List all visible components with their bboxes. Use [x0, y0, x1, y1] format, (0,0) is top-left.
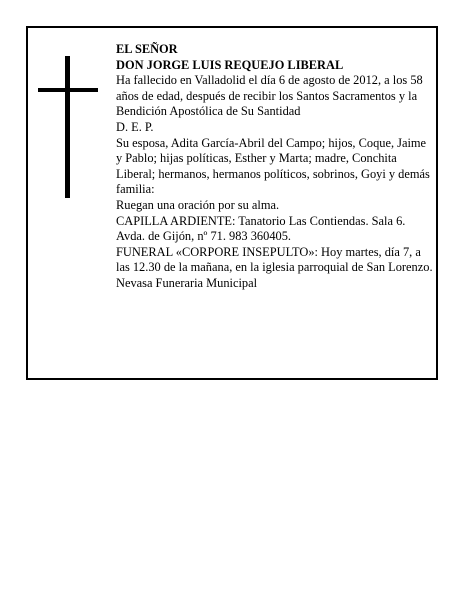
notice-paragraph-death: Ha fallecido en Valladolid el día 6 de agosto de 2012, a los 58 años de edad, después de recibir los Santos Sacramentos y la Bendición Apostólica de Su Santidad: [116, 73, 423, 119]
cross-horizontal-bar: [38, 88, 98, 92]
notice-paragraph-family: Su esposa, Adita García-Abril del Campo; hijos, Coque, Jaime y Pablo; hijas políticas, Esther y Marta; madre, Conchita Liberal; hermanos, hermanos políticos, sobrinos, Goyi y demás familia:: [116, 135, 430, 197]
cross-icon: [38, 56, 98, 198]
notice-paragraph-prayer: Ruegan una oración por su alma.: [116, 197, 280, 212]
notice-heading-title: EL SEÑOR: [116, 42, 178, 56]
cross-vertical-bar: [65, 56, 70, 198]
notice-paragraph-funeral: FUNERAL «CORPORE INSEPULTO»: Hoy martes, día 7, a las 12.30 de la mañana, en la iglesia parroquial de San Lorenzo.: [116, 244, 433, 275]
notice-heading-name: DON JORGE LUIS REQUEJO LIBERAL: [116, 57, 344, 72]
notice-paragraph-dep: D. E. P.: [116, 119, 154, 134]
notice-paragraph-funeral-home: Nevasa Funeraria Municipal: [116, 275, 258, 290]
obituary-notice: [26, 26, 438, 380]
notice-paragraph-chapel: CAPILLA ARDIENTE: Tanatorio Las Contiendas. Sala 6. Avda. de Gijón, nº 71. 983 360405.: [116, 213, 406, 244]
notice-text: [116, 42, 434, 292]
